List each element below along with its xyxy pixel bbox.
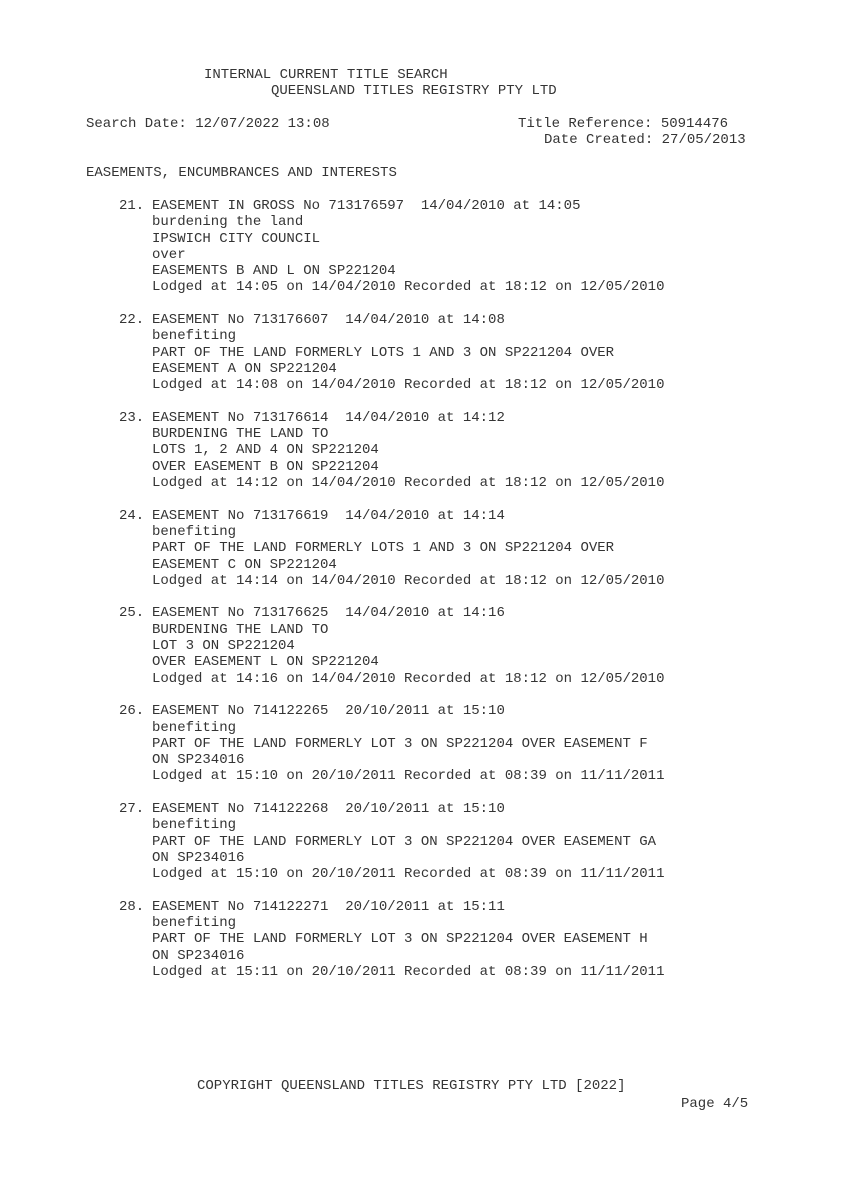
entry-line: EASEMENTS B AND L ON SP221204 — [152, 263, 396, 280]
entry-number: 25. — [119, 605, 145, 622]
entry-line: Lodged at 14:12 on 14/04/2010 Recorded at 18:12 on 12/05/2010 — [152, 475, 665, 492]
entry-line: benefiting — [152, 328, 237, 345]
entry-line: Lodged at 15:10 on 20/10/2011 Recorded at 08:39 on 11/11/2011 — [152, 768, 665, 785]
entry-line: PART OF THE LAND FORMERLY LOTS 1 AND 3 ON SP221204 OVER — [152, 540, 615, 557]
entry-line: OVER EASEMENT B ON SP221204 — [152, 458, 379, 475]
entry-line: LOT 3 ON SP221204 — [152, 638, 295, 655]
entry-line: PART OF THE LAND FORMERLY LOT 3 ON SP221204 OVER EASEMENT H — [152, 931, 648, 948]
entry-line: EASEMENT A ON SP221204 — [152, 360, 337, 377]
document-title: INTERNAL CURRENT TITLE SEARCH — [204, 67, 448, 83]
entry-line: benefiting — [152, 915, 237, 932]
easement-entry — [86, 312, 806, 393]
entry-line: Lodged at 14:16 on 14/04/2010 Recorded at 18:12 on 12/05/2010 — [152, 670, 665, 687]
easement-entries-list — [86, 198, 806, 997]
search-date: Search Date: 12/07/2022 13:08 — [86, 116, 330, 132]
entry-line: PART OF THE LAND FORMERLY LOT 3 ON SP221204 OVER EASEMENT GA — [152, 833, 657, 850]
entry-line: Lodged at 15:10 on 20/10/2011 Recorded at 08:39 on 11/11/2011 — [152, 866, 665, 883]
date-created: Date Created: 27/05/2013 — [544, 132, 746, 148]
easement-entry — [86, 801, 806, 882]
entry-number: 22. — [119, 312, 145, 329]
entry-line: Lodged at 14:05 on 14/04/2010 Recorded at 18:12 on 12/05/2010 — [152, 279, 665, 296]
easement-entry — [86, 899, 806, 980]
entry-line: EASEMENT No 713176619 14/04/2010 at 14:14 — [152, 507, 505, 524]
easement-entry — [86, 508, 806, 589]
easement-entry — [86, 198, 806, 296]
registry-name: QUEENSLAND TITLES REGISTRY PTY LTD — [271, 83, 557, 99]
entry-line: EASEMENT No 713176614 14/04/2010 at 14:12 — [152, 409, 505, 426]
entry-line: BURDENING THE LAND TO — [152, 426, 329, 443]
entry-number: 26. — [119, 703, 145, 720]
title-reference: Title Reference: 50914476 — [518, 116, 729, 132]
entry-line: over — [152, 246, 186, 263]
entry-line: OVER EASEMENT L ON SP221204 — [152, 654, 379, 671]
entry-line: EASEMENT C ON SP221204 — [152, 556, 337, 573]
entry-number: 23. — [119, 409, 145, 426]
entry-line: EASEMENT IN GROSS No 713176597 14/04/2010 at 14:05 — [152, 198, 581, 214]
page-number: Page 4/5 — [681, 1096, 749, 1112]
entry-line: benefiting — [152, 719, 237, 736]
entry-line: EASEMENT No 714122271 20/10/2011 at 15:11 — [152, 898, 505, 915]
entry-line: EASEMENT No 714122265 20/10/2011 at 15:10 — [152, 703, 505, 720]
section-heading: EASEMENTS, ENCUMBRANCES AND INTERESTS — [86, 165, 397, 181]
easement-entry — [86, 703, 806, 784]
entry-line: EASEMENT No 713176625 14/04/2010 at 14:16 — [152, 605, 505, 622]
easement-entry — [86, 605, 806, 686]
entry-line: Lodged at 14:08 on 14/04/2010 Recorded at 18:12 on 12/05/2010 — [152, 377, 665, 394]
entry-line: PART OF THE LAND FORMERLY LOT 3 ON SP221204 OVER EASEMENT F — [152, 735, 648, 752]
entry-line: ON SP234016 — [152, 947, 245, 964]
entry-line: Lodged at 15:11 on 20/10/2011 Recorded at 08:39 on 11/11/2011 — [152, 963, 665, 980]
entry-line: ON SP234016 — [152, 849, 245, 866]
entry-number: 24. — [119, 507, 145, 524]
entry-line: IPSWICH CITY COUNCIL — [152, 230, 321, 247]
entry-line: LOTS 1, 2 AND 4 ON SP221204 — [152, 442, 379, 459]
entry-number: 21. — [119, 198, 145, 214]
entry-line: benefiting — [152, 817, 237, 834]
entry-number: 28. — [119, 898, 145, 915]
entry-line: benefiting — [152, 523, 237, 540]
entry-line: Lodged at 14:14 on 14/04/2010 Recorded at 18:12 on 12/05/2010 — [152, 572, 665, 589]
copyright-notice: COPYRIGHT QUEENSLAND TITLES REGISTRY PTY LTD [2022] — [197, 1078, 626, 1094]
entry-line: PART OF THE LAND FORMERLY LOTS 1 AND 3 ON SP221204 OVER — [152, 344, 615, 361]
entry-line: ON SP234016 — [152, 752, 245, 769]
entry-line: burdening the land — [152, 214, 304, 231]
entry-line: BURDENING THE LAND TO — [152, 621, 329, 638]
entry-line: EASEMENT No 713176607 14/04/2010 at 14:08 — [152, 312, 505, 329]
easement-entry — [86, 410, 806, 491]
entry-number: 27. — [119, 800, 145, 817]
entry-line: EASEMENT No 714122268 20/10/2011 at 15:10 — [152, 800, 505, 817]
